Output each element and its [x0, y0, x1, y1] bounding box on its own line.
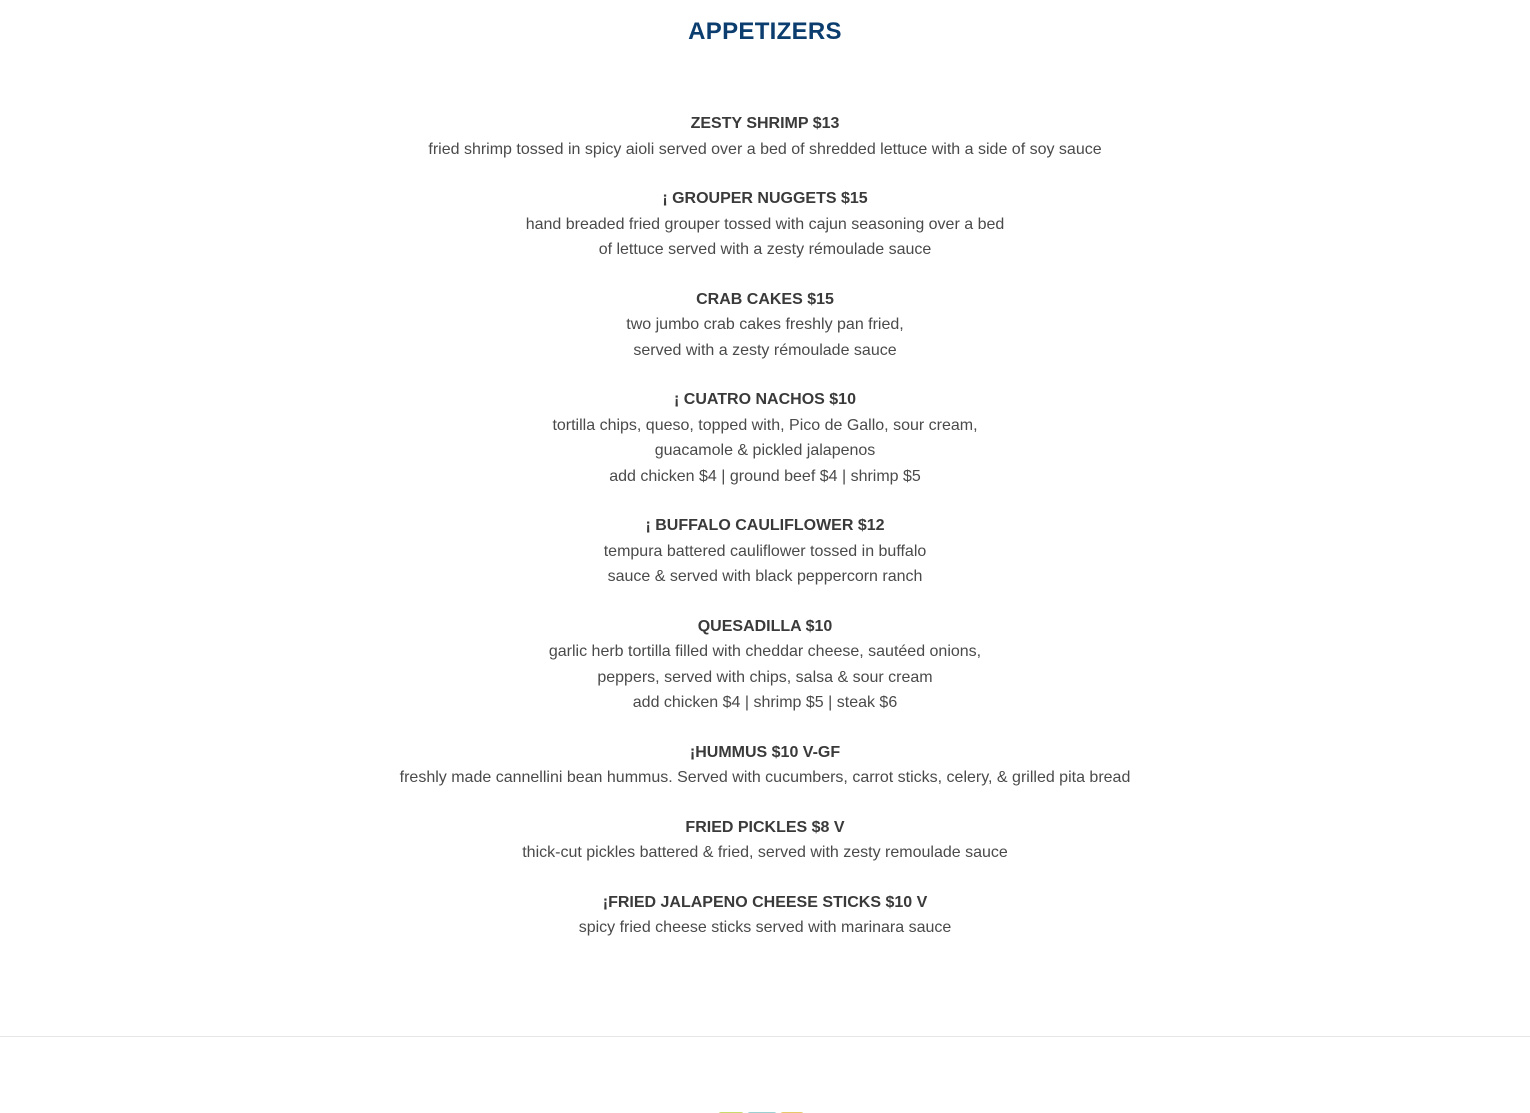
menu-item — [0, 111, 1530, 162]
menu-item-title: QUESADILLA $10 — [697, 617, 833, 635]
menu-item-title: FRIED PICKLES $8 V — [685, 818, 845, 836]
footer-divider — [0, 1036, 1530, 1037]
menu-item-description: served with a zesty rémoulade sauce — [633, 341, 897, 359]
menu-list — [0, 111, 1530, 965]
menu-item-description: add chicken $4 | shrimp $5 | steak $6 — [632, 694, 898, 711]
menu-item-description: sauce & served with black peppercorn ranch — [607, 568, 923, 585]
menu-item — [0, 186, 1530, 263]
menu-item-description: guacamole & pickled jalapenos — [654, 442, 876, 459]
menu-item-description: two jumbo crab cakes freshly pan fried, — [626, 316, 904, 333]
menu-item-description: thick-cut pickles battered & fried, served with zesty remoulade sauce — [522, 844, 1008, 861]
menu-item-title: ZESTY SHRIMP $13 — [690, 115, 840, 132]
menu-item — [0, 740, 1530, 791]
menu-item-title: ¡ GROUPER NUGGETS $15 — [662, 190, 868, 207]
menu-item-title: CRAB CAKES $15 — [696, 290, 834, 308]
menu-item-description: garlic herb tortilla filled with cheddar cheese, sautéed onions, — [548, 643, 982, 660]
menu-item-title: ¡ BUFFALO CAULIFLOWER $12 — [645, 517, 885, 534]
menu-item — [0, 614, 1530, 716]
menu-item-title: ¡ CUATRO NACHOS $10 — [674, 391, 856, 408]
menu-item — [0, 287, 1530, 364]
menu-item-description: hand breaded fried grouper tossed with cajun seasoning over a bed — [525, 215, 1005, 233]
menu-item-description: freshly made cannellini bean hummus. Served with cucumbers, carrot sticks, celery, & grilled pita bread — [399, 769, 1131, 786]
menu-item-title: ¡FRIED JALAPENO CHEESE STICKS $10 V — [602, 893, 928, 911]
menu-item — [0, 890, 1530, 941]
menu-item-description: tempura battered cauliflower tossed in buffalo — [603, 542, 927, 560]
menu-item-description: tortilla chips, queso, topped with, Pico de Gallo, sour cream, — [552, 416, 978, 434]
footer-logo-icon[interactable] — [718, 1106, 810, 1113]
menu-item-title: ¡HUMMUS $10 V-GF — [689, 743, 841, 761]
section-title: APPETIZERS — [688, 18, 842, 45]
menu-item-description: add chicken $4 | ground beef $4 | shrimp $5 — [609, 467, 921, 485]
menu-item — [0, 387, 1530, 489]
menu-item-description: fried shrimp tossed in spicy aioli served over a bed of shredded lettuce with a side of soy sauce — [428, 140, 1102, 158]
menu-item — [0, 513, 1530, 590]
menu-item-description: peppers, served with chips, salsa & sour cream — [597, 668, 933, 686]
menu-item — [0, 815, 1530, 866]
menu-item-description: of lettuce served with a zesty rémoulade sauce — [598, 241, 932, 258]
menu-item-description: spicy fried cheese sticks served with marinara sauce — [578, 919, 952, 936]
